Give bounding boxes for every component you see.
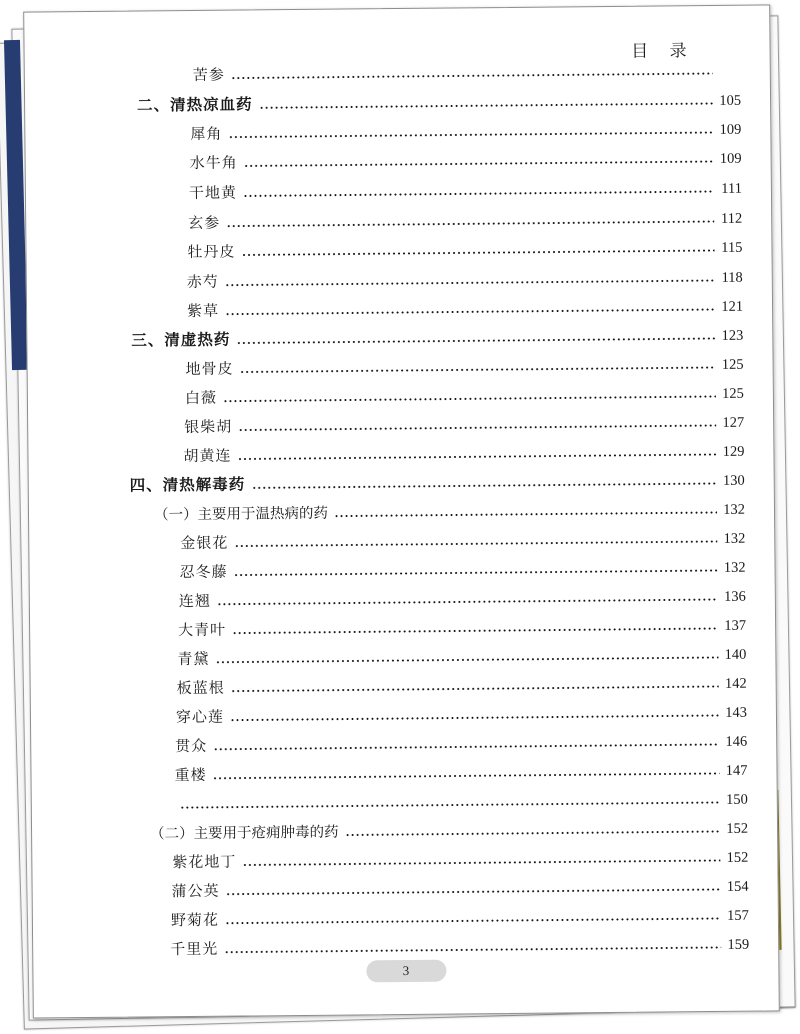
toc-entry-label: 牡丹皮 xyxy=(187,242,236,262)
leader-dots xyxy=(242,249,715,257)
document-page xyxy=(23,4,780,1018)
leader-dots xyxy=(180,801,720,809)
toc-entry[interactable] xyxy=(187,294,743,321)
toc-entry-label: 大青叶 xyxy=(178,620,227,640)
toc-entry-page: 150 xyxy=(725,791,748,808)
page-header-title: 目 录 xyxy=(631,41,695,62)
leader-dots xyxy=(244,160,714,168)
toc-entry-label: 地骨皮 xyxy=(185,359,234,379)
leader-dots xyxy=(251,482,716,489)
toc-entry[interactable] xyxy=(130,468,745,496)
toc-entry[interactable] xyxy=(183,439,744,466)
toc-entry[interactable] xyxy=(179,555,745,582)
leader-dots xyxy=(238,424,716,432)
toc-entry-page: 109 xyxy=(719,121,742,138)
toc-entry-page: 127 xyxy=(722,414,745,431)
toc-entry-label: 紫草 xyxy=(186,301,220,321)
toc-entry-page: 159 xyxy=(727,936,750,953)
leader-dots xyxy=(215,656,718,664)
toc-entry-page: 111 xyxy=(721,180,742,197)
toc-entry-page: 132 xyxy=(723,501,746,518)
toc-entry-label: 金银花 xyxy=(180,533,229,553)
page-number-badge xyxy=(366,960,446,983)
leader-dots xyxy=(240,366,716,374)
leader-dots xyxy=(226,220,714,228)
toc-entry-label: 野菊花 xyxy=(170,910,220,930)
leader-dots xyxy=(223,395,716,403)
leader-dots xyxy=(217,598,718,606)
toc-entry[interactable] xyxy=(187,265,743,292)
toc-entry-label: 忍冬藤 xyxy=(179,562,228,582)
toc-entry[interactable] xyxy=(174,758,747,785)
toc-entry-label: 板蓝根 xyxy=(176,678,225,698)
leader-dots xyxy=(234,540,717,548)
toc-entry-label: 玄参 xyxy=(188,213,221,233)
toc-entry[interactable] xyxy=(185,381,744,408)
toc-entry-label: 水牛角 xyxy=(189,153,238,173)
toc-entry[interactable] xyxy=(180,526,745,553)
toc-entry[interactable] xyxy=(190,146,742,173)
toc-entry[interactable] xyxy=(172,874,749,902)
toc-entry-page: 118 xyxy=(721,269,743,286)
toc-entry-page: 137 xyxy=(724,617,747,634)
toc-entry-label: （一）主要用于温热病的药 xyxy=(153,505,329,524)
toc-entry[interactable] xyxy=(193,58,741,85)
toc-entry-page: 123 xyxy=(721,327,744,344)
leader-dots xyxy=(236,337,715,345)
toc-entry-label: 苦参 xyxy=(192,65,225,84)
toc-entry-page: 152 xyxy=(726,849,749,866)
toc-entry-page: 105 xyxy=(719,92,742,109)
toc-entry-label: 干地黄 xyxy=(188,183,238,203)
leader-dots xyxy=(334,511,717,518)
toc-entry-label: 青黛 xyxy=(177,649,210,669)
toc-entry-label: 四、清热解毒药 xyxy=(129,474,246,495)
toc-entry-label: 胡黄连 xyxy=(183,446,232,466)
leader-dots xyxy=(225,917,721,925)
toc-entry[interactable] xyxy=(150,816,748,844)
toc-entry-page: 125 xyxy=(721,356,744,373)
toc-entry-page: 130 xyxy=(722,472,745,489)
leader-dots xyxy=(232,627,718,635)
toc-entry[interactable] xyxy=(175,729,747,756)
toc-entry-label: （二）主要用于疮痈肿毒的药 xyxy=(150,824,339,843)
leader-dots xyxy=(226,888,721,896)
leader-dots xyxy=(259,102,713,109)
toc-entry-label: 三、清虚热药 xyxy=(131,329,231,350)
toc-entry[interactable] xyxy=(154,497,745,525)
toc-entry-label: 贯众 xyxy=(175,736,208,756)
toc-entry-page: 125 xyxy=(722,385,744,402)
toc-entry-label: 穿心莲 xyxy=(175,707,225,727)
toc-entry-label: 紫花地丁 xyxy=(172,852,237,872)
leader-dots xyxy=(224,946,721,954)
leader-dots xyxy=(213,772,720,780)
toc-entry[interactable] xyxy=(187,235,742,262)
toc-entry-page: 157 xyxy=(727,907,749,924)
toc-entry-label: 连翘 xyxy=(178,591,211,611)
toc-entry[interactable] xyxy=(188,206,742,233)
toc-entry[interactable] xyxy=(131,323,743,351)
toc-entry[interactable] xyxy=(177,671,747,698)
toc-entry[interactable] xyxy=(174,787,748,815)
toc-entry-page: 140 xyxy=(724,646,747,663)
toc-entry-page: 143 xyxy=(725,704,748,721)
toc-entry[interactable] xyxy=(178,613,746,640)
toc-entry-page: 121 xyxy=(721,298,744,315)
leader-dots xyxy=(228,131,713,139)
toc-entry-label: 赤芍 xyxy=(186,272,219,292)
toc-entry-page: 129 xyxy=(722,443,745,460)
toc-entry[interactable] xyxy=(176,700,747,727)
leader-dots xyxy=(345,830,721,837)
leader-dots xyxy=(231,685,719,693)
toc-entry-page: 112 xyxy=(720,210,743,227)
page-number: 3 xyxy=(402,962,410,979)
leader-dots xyxy=(234,569,718,577)
toc-entry-label: 蒲公英 xyxy=(171,881,220,901)
toc-entry[interactable] xyxy=(184,410,744,437)
leader-dots xyxy=(230,714,719,722)
toc-entry-page: 132 xyxy=(723,559,746,576)
toc-entry-label: 千里光 xyxy=(170,939,219,959)
leader-dots xyxy=(213,743,719,751)
toc-entry-page: 146 xyxy=(725,733,748,750)
toc-entry[interactable] xyxy=(189,176,742,203)
toc-entry[interactable] xyxy=(172,845,748,873)
toc-entry[interactable] xyxy=(186,352,744,379)
toc-entry-page: 154 xyxy=(726,878,749,895)
leader-dots xyxy=(225,308,715,316)
toc-entry-page: 152 xyxy=(726,820,749,837)
toc-entry-page: 147 xyxy=(725,762,748,779)
toc-entry-label: 银柴胡 xyxy=(184,417,233,437)
toc-entry-page: 132 xyxy=(723,530,746,547)
leader-dots xyxy=(237,453,716,461)
toc-entry[interactable] xyxy=(190,117,741,144)
leader-dots xyxy=(231,72,713,80)
toc-entry-page: 142 xyxy=(724,675,747,692)
leader-dots xyxy=(243,190,714,198)
toc-entry[interactable] xyxy=(179,584,746,611)
toc-entry-page: 136 xyxy=(724,588,746,605)
toc-entry[interactable] xyxy=(170,932,749,960)
toc-entry-page: 115 xyxy=(721,239,743,256)
leader-dots xyxy=(242,859,720,867)
toc-entry[interactable] xyxy=(137,88,741,116)
leader-dots xyxy=(225,279,715,287)
toc-entry-label: 二、清热凉血药 xyxy=(136,94,253,115)
toc-entry-label: 重楼 xyxy=(174,765,207,785)
toc-entry-label: 犀角 xyxy=(190,124,223,144)
toc-entry-page: 109 xyxy=(719,150,742,167)
toc-entry[interactable] xyxy=(177,642,746,669)
toc-entry-label: 白薇 xyxy=(184,388,218,408)
toc-entry[interactable] xyxy=(171,903,749,931)
